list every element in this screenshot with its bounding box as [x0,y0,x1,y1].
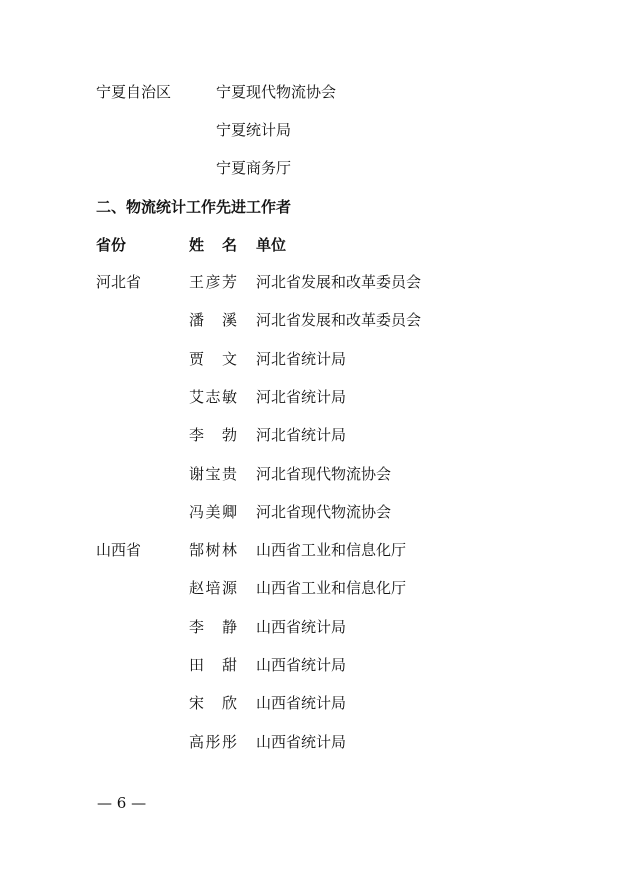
row-province: 山西省 [96,541,142,559]
row-name: 王彦芳 [189,273,237,291]
row-unit: 山西省统计局 [256,618,347,636]
org-item: 宁夏商务厅 [216,159,292,177]
header-name: 姓 名 [189,236,237,254]
row-unit: 山西省统计局 [256,733,347,751]
org-item: 宁夏现代物流协会 [216,83,337,101]
row-name: 谢宝贵 [189,465,237,483]
row-name: 田 甜 [189,656,237,674]
row-name: 高彤彤 [189,733,237,751]
row-unit: 山西省工业和信息化厅 [256,541,407,559]
row-province: 河北省 [96,273,142,291]
section-title: 二、物流统计工作先进工作者 [96,198,292,216]
page-number: — 6 — [97,794,147,812]
row-unit: 山西省统计局 [256,694,347,712]
row-name: 李 静 [189,618,237,636]
row-name: 艾志敏 [189,388,237,406]
row-unit: 河北省统计局 [256,426,347,444]
row-name: 赵培源 [189,579,237,597]
row-unit: 山西省工业和信息化厅 [256,579,407,597]
header-unit: 单位 [256,236,287,254]
org-item: 宁夏统计局 [216,121,292,139]
row-unit: 河北省发展和改革委员会 [256,273,422,291]
row-name: 郜树林 [189,541,237,559]
province-ningxia: 宁夏自治区 [96,83,172,101]
row-unit: 河北省现代物流协会 [256,465,392,483]
header-province: 省份 [96,236,127,254]
row-unit: 河北省发展和改革委员会 [256,311,422,329]
row-name: 冯美卿 [189,503,237,521]
row-name: 潘 溪 [189,311,237,329]
row-name: 宋 欣 [189,694,237,712]
row-unit: 河北省统计局 [256,350,347,368]
row-unit: 河北省现代物流协会 [256,503,392,521]
row-unit: 山西省统计局 [256,656,347,674]
row-unit: 河北省统计局 [256,388,347,406]
row-name: 贾 文 [189,350,237,368]
row-name: 李 勃 [189,426,237,444]
